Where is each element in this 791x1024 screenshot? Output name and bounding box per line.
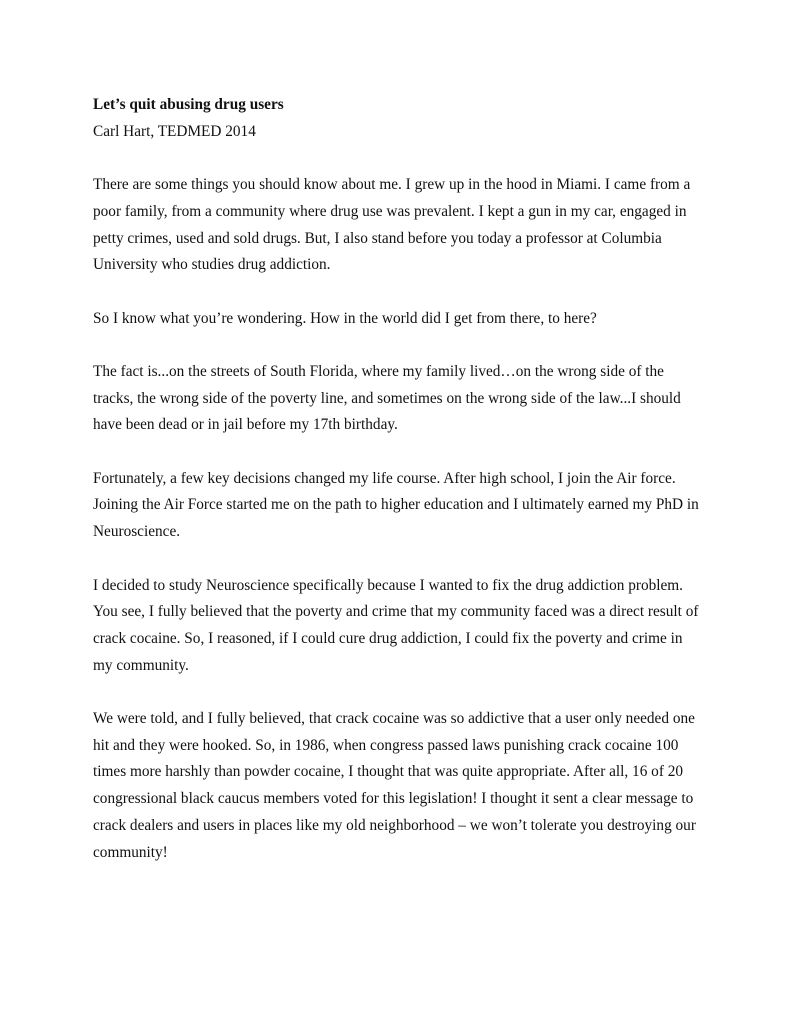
paragraph-4: Fortunately, a few key decisions changed my life course. After high school, I join the Air force. Joining the Air Force started me on the path to higher education and I ultimately earned my PhD in Neuroscience.: [93, 469, 699, 541]
paragraph-1: There are some things you should know about me. I grew up in the hood in Miami. I came from a poor family, from a community where drug use was prevalent. I kept a gun in my car, engaged in petty crimes, used and sold drugs. But, I also stand before you today a professor at Columbia University who studies drug addiction.: [93, 176, 691, 274]
paragraph-3: The fact is...on the streets of South Florida, where my family lived…on the wrong side of the tracks, the wrong side of the poverty line, and sometimes on the wrong side of the law...I should have been dead or in jail before my 17th birthday.: [93, 362, 681, 434]
paragraph-5: I decided to study Neuroscience specifically because I wanted to fix the drug addiction problem. You see, I fully believed that the poverty and crime that my community faced was a direct result of crack cocaine. So, I reasoned, if I could cure drug addiction, I could fix the poverty and crime in my community.: [93, 576, 699, 674]
document-body: [93, 92, 705, 866]
document-subtitle: Carl Hart, TEDMED 2014: [93, 122, 256, 140]
paragraph-6: We were told, and I fully believed, that crack cocaine was so addictive that a user only needed one hit and they were hooked. So, in 1986, when congress passed laws punishing crack cocaine 100 times more harshly than powder cocaine, I thought that was quite appropriate. After all, 16 of 20 congressional black caucus members voted for this legislation! I thought it sent a clear message to crack dealers and users in places like my old neighborhood – we won’t tolerate you destroying our community!: [93, 710, 696, 861]
paragraph-2: So I know what you’re wondering. How in the world did I get from there, to here?: [93, 309, 597, 327]
document-title: Let’s quit abusing drug users: [93, 96, 284, 113]
